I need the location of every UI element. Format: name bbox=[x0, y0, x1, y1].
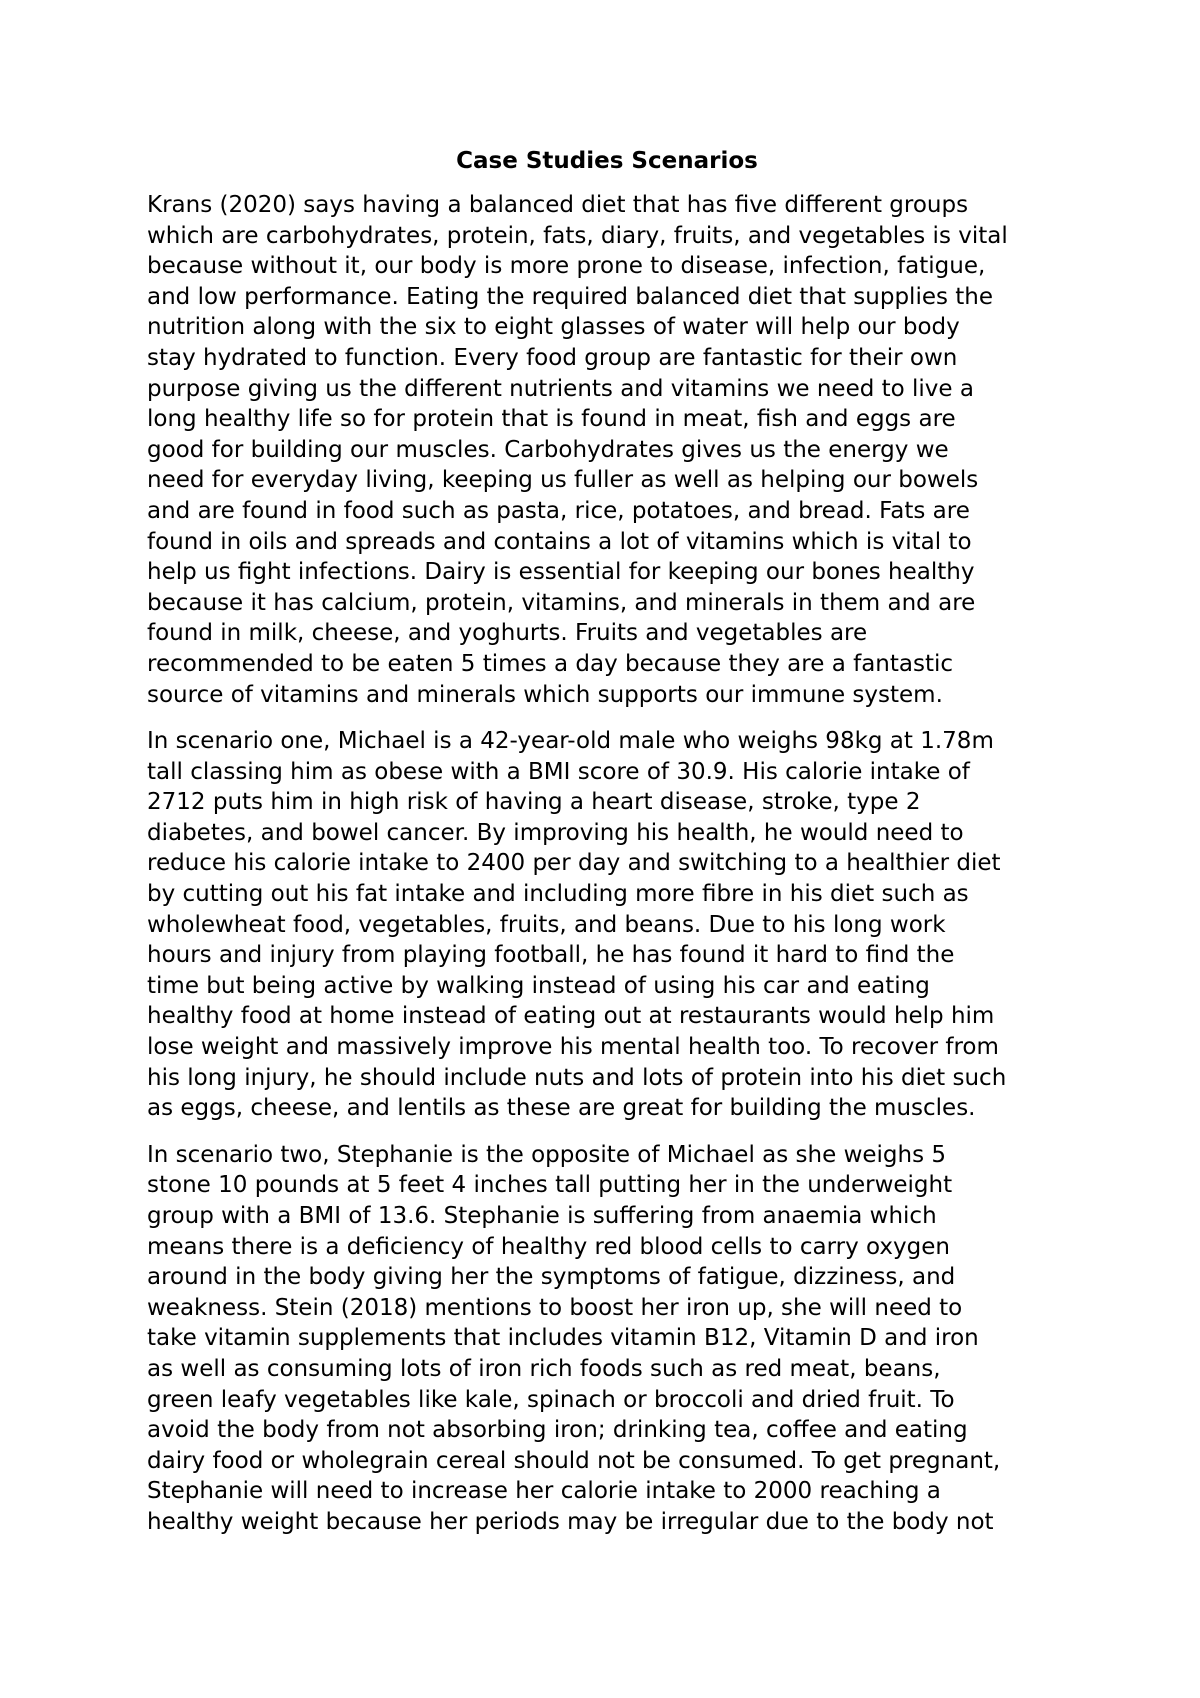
text-line: good for building our muscles. Carbohydrates gives us the energy we bbox=[147, 436, 949, 463]
text-line: weakness. Stein (2018) mentions to boost her iron up, she will need to bbox=[147, 1294, 963, 1321]
text-line: as eggs, cheese, and lentils as these are great for building the muscles. bbox=[147, 1095, 976, 1122]
text-line: stone 10 pounds at 5 feet 4 inches tall putting her in the underweight bbox=[147, 1172, 953, 1199]
text-line: by cutting out his fat intake and including more fibre in his diet such as bbox=[147, 881, 969, 908]
text-line: healthy food at home instead of eating out at restaurants would help him bbox=[147, 1003, 995, 1030]
text-line: and low performance. Eating the required balanced diet that supplies the bbox=[147, 283, 994, 310]
document-body bbox=[147, 146, 1067, 1554]
text-line: his long injury, he should include nuts and lots of protein into his diet such bbox=[147, 1064, 1007, 1091]
paragraph-scenario-one bbox=[147, 726, 1067, 1124]
text-line: stay hydrated to function. Every food group are fantastic for their own bbox=[147, 344, 958, 371]
text-line: time but being active by walking instead of using his car and eating bbox=[147, 972, 930, 999]
text-line: source of vitamins and minerals which supports our immune system. bbox=[147, 681, 943, 708]
text-line: In scenario two, Stephanie is the opposite of Michael as she weighs 5 bbox=[147, 1141, 947, 1168]
text-line: 2712 puts him in high risk of having a heart disease, stroke, type 2 bbox=[147, 789, 921, 816]
text-line: help us fight infections. Dairy is essential for keeping our bones healthy bbox=[147, 559, 975, 586]
text-line: as well as consuming lots of iron rich foods such as red meat, beans, bbox=[147, 1355, 941, 1382]
text-line: because without it, our body is more prone to disease, infection, fatigue, bbox=[147, 253, 986, 280]
text-line: recommended to be eaten 5 times a day because they are a fantastic bbox=[147, 650, 954, 677]
text-line: found in milk, cheese, and yoghurts. Fruits and vegetables are bbox=[147, 620, 868, 647]
text-line: around in the body giving her the symptoms of fatigue, dizziness, and bbox=[147, 1264, 956, 1291]
text-line: Stephanie will need to increase her calorie intake to 2000 reaching a bbox=[147, 1478, 941, 1505]
text-line: green leafy vegetables like kale, spinach or broccoli and dried fruit. To bbox=[147, 1386, 955, 1413]
text-line: which are carbohydrates, protein, fats, diary, fruits, and vegetables is vital bbox=[147, 222, 1008, 249]
text-line: reduce his calorie intake to 2400 per day and switching to a healthier diet bbox=[147, 850, 1001, 877]
text-line: nutrition along with the six to eight glasses of water will help our body bbox=[147, 314, 960, 341]
text-line: avoid the body from not absorbing iron; drinking tea, coffee and eating bbox=[147, 1417, 968, 1444]
text-line: healthy weight because her periods may be irregular due to the body not bbox=[147, 1508, 994, 1535]
text-line: and are found in food such as pasta, rice, potatoes, and bread. Fats are bbox=[147, 497, 970, 524]
paragraph-balanced-diet bbox=[147, 190, 1067, 710]
text-line: take vitamin supplements that includes vitamin B12, Vitamin D and iron bbox=[147, 1325, 979, 1352]
text-line: tall classing him as obese with a BMI score of 30.9. His calorie intake of bbox=[147, 758, 970, 785]
text-line: In scenario one, Michael is a 42-year-old male who weighs 98kg at 1.78m bbox=[147, 728, 994, 755]
text-line: hours and injury from playing football, he has found it hard to find the bbox=[147, 942, 955, 969]
text-line: found in oils and spreads and contains a lot of vitamins which is vital to bbox=[147, 528, 972, 555]
text-line: need for everyday living, keeping us fuller as well as helping our bowels bbox=[147, 467, 979, 494]
paragraph-scenario-two bbox=[147, 1140, 1067, 1538]
text-line: purpose giving us the different nutrients and vitamins we need to live a bbox=[147, 375, 974, 402]
page-title: Case Studies Scenarios bbox=[456, 148, 758, 174]
text-line: lose weight and massively improve his mental health too. To recover from bbox=[147, 1034, 999, 1061]
text-line: means there is a deficiency of healthy red blood cells to carry oxygen bbox=[147, 1233, 950, 1260]
text-line: group with a BMI of 13.6. Stephanie is suffering from anaemia which bbox=[147, 1203, 937, 1229]
text-line: Krans (2020) says having a balanced diet that has five different groups bbox=[147, 192, 969, 218]
text-line: long healthy life so for protein that is found in meat, fish and eggs are bbox=[147, 406, 956, 433]
text-line: because it has calcium, protein, vitamins, and minerals in them and are bbox=[147, 589, 976, 616]
text-line: diabetes, and bowel cancer. By improving his health, he would need to bbox=[147, 819, 964, 846]
text-line: wholewheat food, vegetables, fruits, and beans. Due to his long work bbox=[147, 911, 946, 938]
text-line: dairy food or wholegrain cereal should not be consumed. To get pregnant, bbox=[147, 1447, 1001, 1474]
